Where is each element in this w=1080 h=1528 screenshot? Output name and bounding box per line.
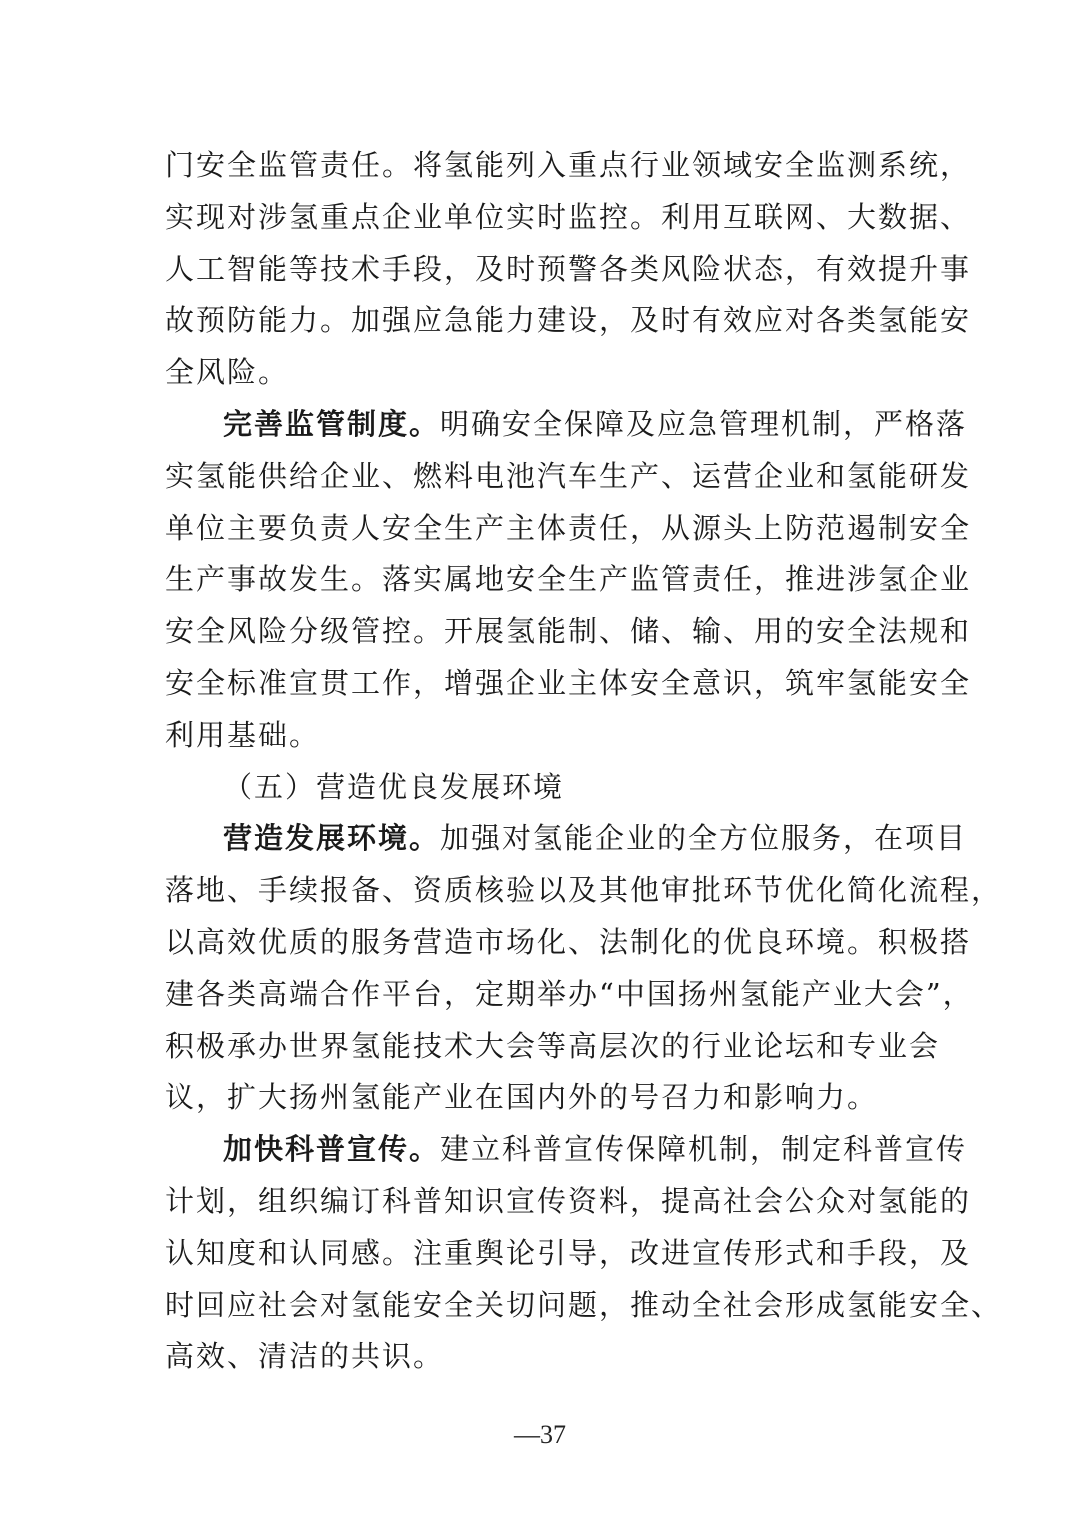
document-body [165,140,1003,1383]
body-line: 建各类高端合作平台，定期举办“中国扬州氢能产业大会”， [165,976,974,1011]
body-line: 利用基础。 [165,717,321,752]
body-line: 故预防能力。加强应急能力建设，及时有效应对各类氢能安 [165,303,972,338]
paragraph-first-line [165,399,968,451]
body-line: 门安全监管责任。将氢能列入重点行业领域安全监测系统， [165,148,972,182]
page-number: —37 [514,1420,566,1449]
paragraph-first-line [165,813,968,865]
section-heading: （五）营造优良发展环境 [223,769,565,804]
body-line: 安全风险分级管控。开展氢能制、储、输、用的安全法规和 [165,614,972,649]
body-line: 人工智能等技术手段，及时预警各类风险状态，有效提升事 [165,251,972,286]
paragraph-first-line [165,1124,968,1176]
paragraph-text: 明确安全保障及应急管理机制，严格落 [440,406,968,441]
body-line: 实氢能供给企业、燃料电池汽车生产、运营企业和氢能研发 [165,458,972,493]
paragraph-lead: 营造发展环境。 [223,821,441,856]
body-line: 计划，组织编订科普知识宣传资料，提高社会公众对氢能的 [165,1183,972,1218]
paragraph-lead: 加快科普宣传。 [223,1132,441,1167]
body-line: 时回应社会对氢能安全关切问题，推动全社会形成氢能安全、 [165,1287,1003,1322]
body-line: 生产事故发生。落实属地安全生产监管责任，推进涉氢企业 [165,562,972,597]
body-line: 积极承办世界氢能技术大会等高层次的行业论坛和专业会 [165,1028,941,1063]
paragraph-text: 加强对氢能企业的全方位服务，在项目 [440,821,968,856]
body-line: 议，扩大扬州氢能产业在国内外的号召力和影响力。 [165,1080,879,1115]
body-line: 以高效优质的服务营造市场化、法制化的优良环境。积极搭 [165,924,972,959]
body-line: 单位主要负责人安全生产主体责任，从源头上防范遏制安全 [165,510,972,545]
paragraph-text: 建立科普宣传保障机制，制定科普宣传 [440,1132,968,1167]
paragraph-lead: 完善监管制度。 [223,406,441,441]
body-line: 认知度和认同感。注重舆论引导，改进宣传形式和手段，及 [165,1235,972,1270]
body-line: 落地、手续报备、资质核验以及其他审批环节优化简化流程， [165,873,1003,908]
body-line: 高效、清洁的共识。 [165,1339,445,1374]
body-line: 实现对涉氢重点企业单位实时监控。利用互联网、大数据、 [165,199,972,234]
body-line: 安全标准宣贯工作，增强企业主体安全意识，筑牢氢能安全 [165,665,972,700]
body-line: 全风险。 [165,355,290,390]
